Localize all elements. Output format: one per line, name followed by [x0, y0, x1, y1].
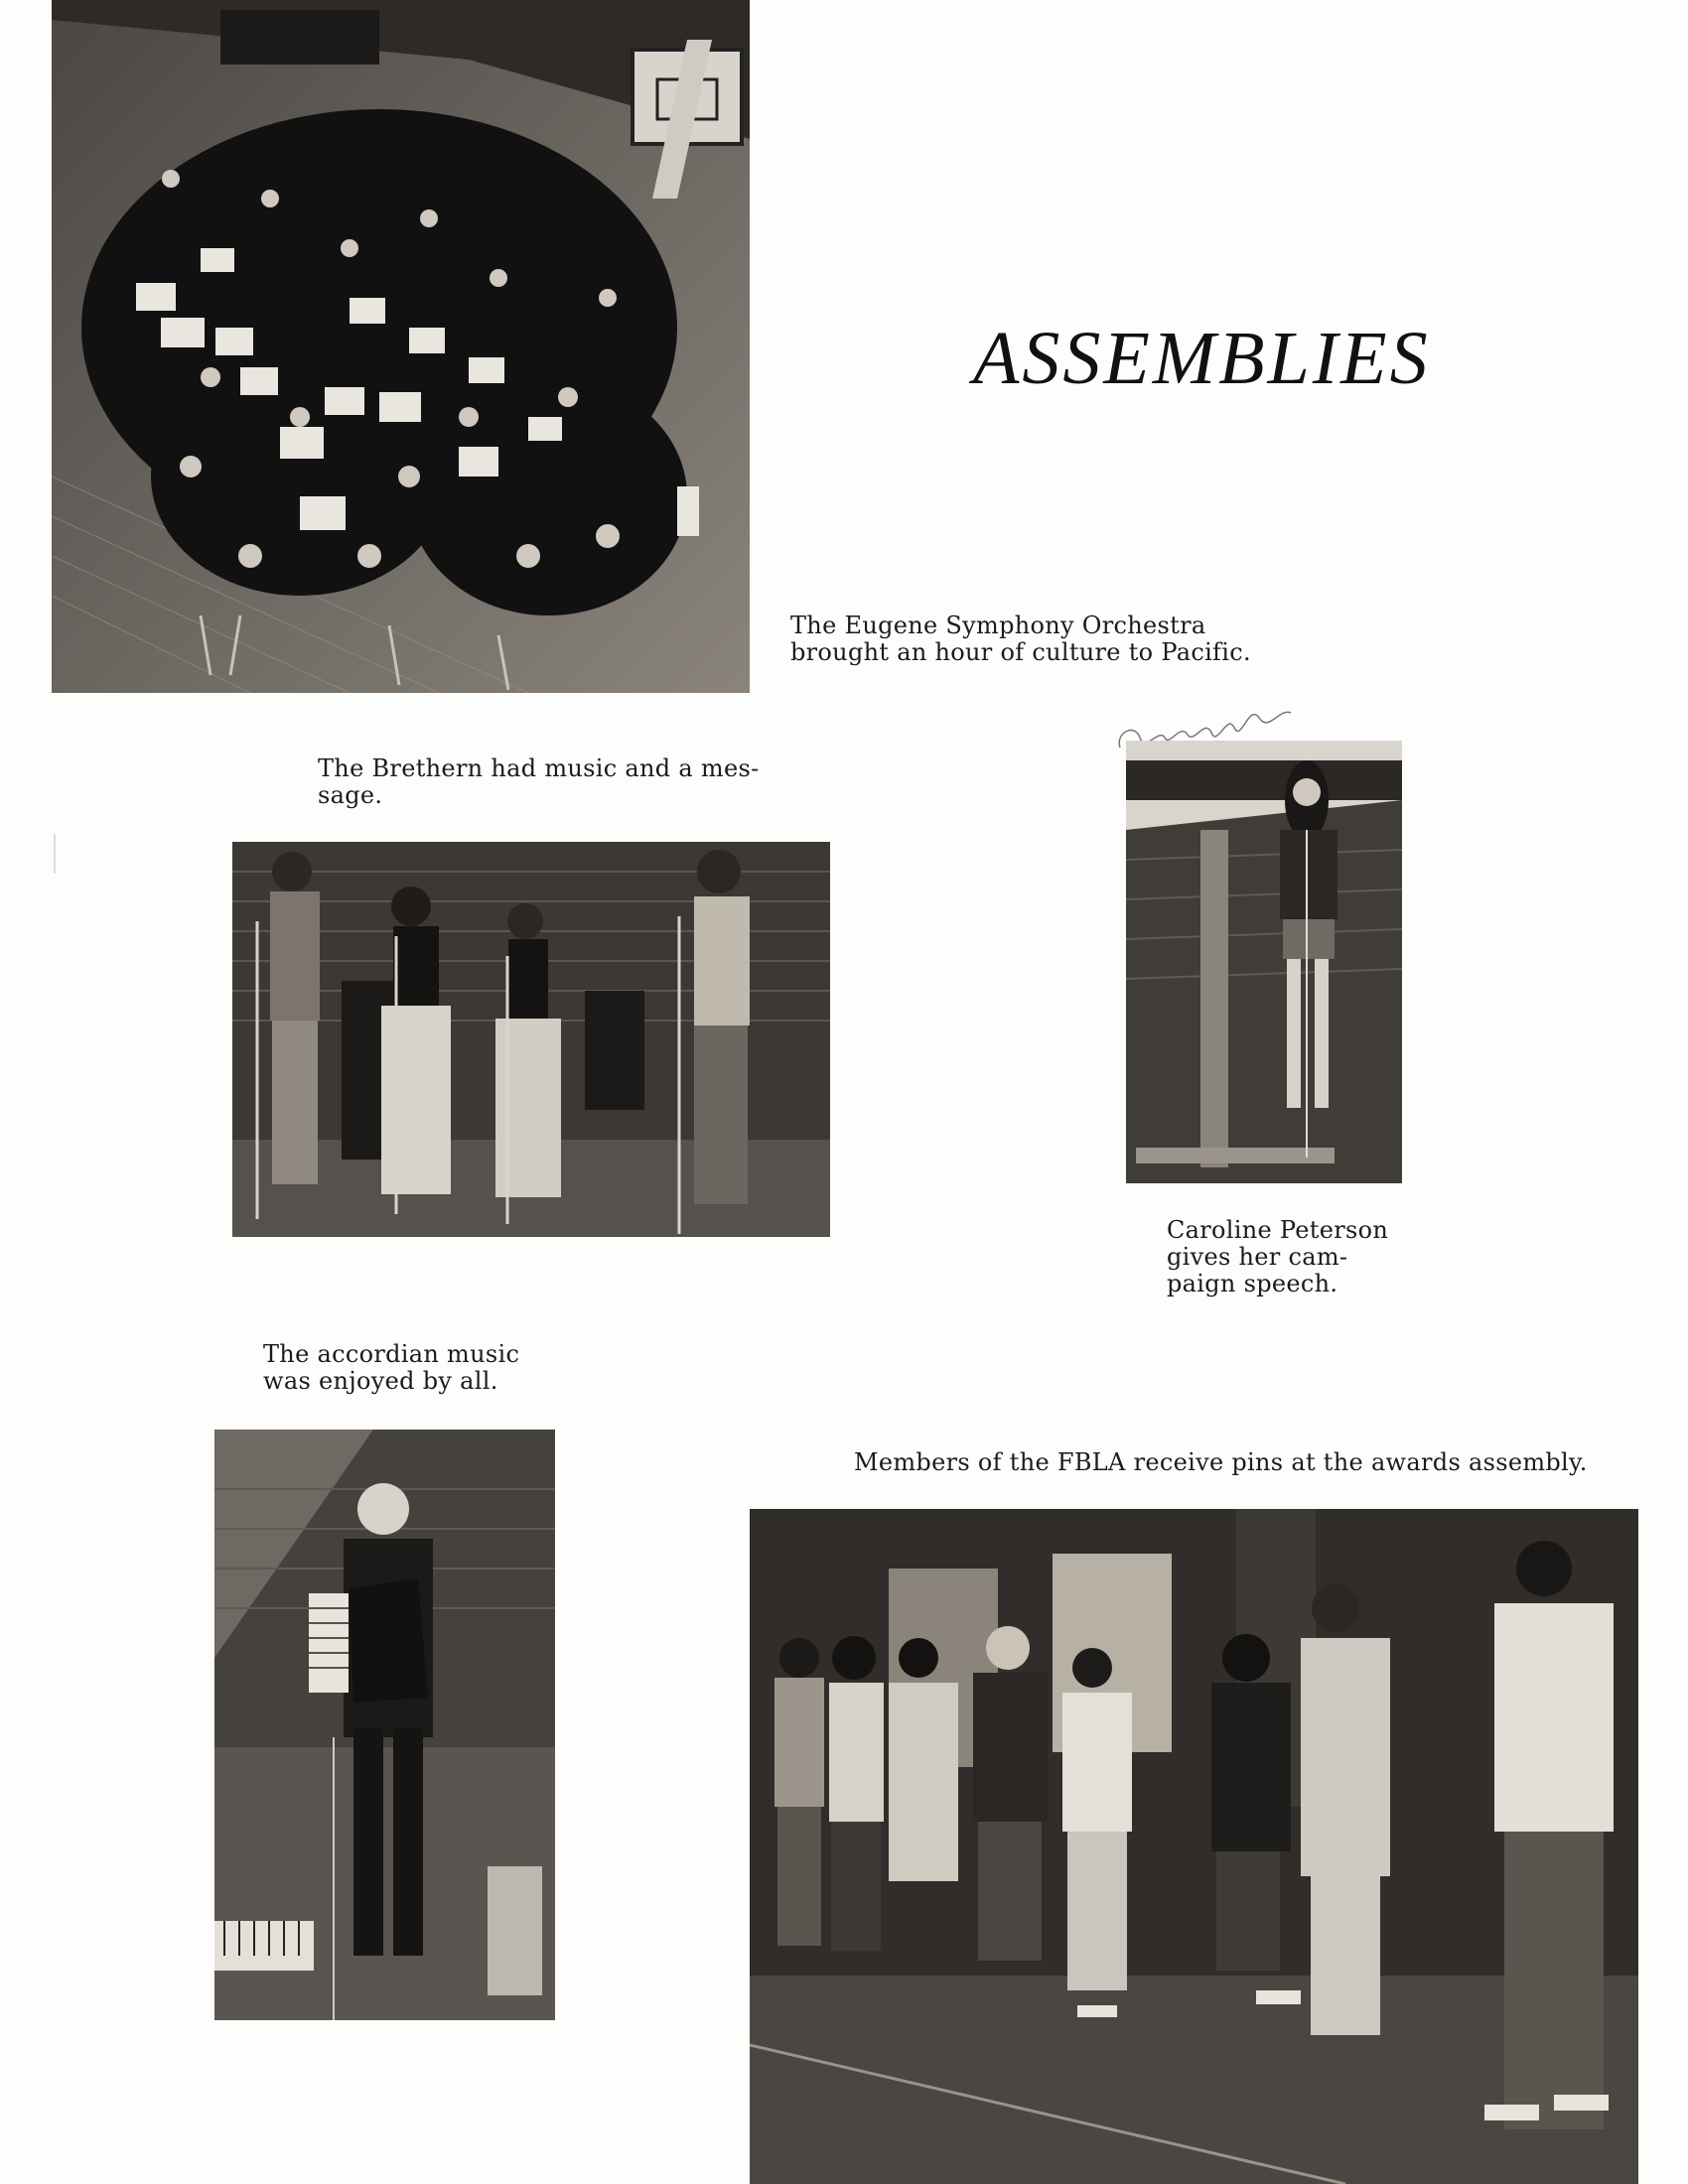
- margin-mark: [54, 834, 56, 874]
- brethern-band-photo: [232, 842, 830, 1237]
- brethern-caption: The Brethern had music and a mes- sage.: [318, 754, 760, 809]
- campaign-caption: Caroline Peterson gives her cam- paign speech.: [1167, 1216, 1389, 1297]
- orchestra-photo: [52, 0, 750, 693]
- campaign-speech-photo: [1126, 741, 1402, 1183]
- orchestra-caption: The Eugene Symphony Orchestra brought an hour of culture to Pacific.: [790, 612, 1251, 666]
- fbla-caption: Members of the FBLA receive pins at the awards assembly.: [854, 1448, 1588, 1476]
- page-title: ASSEMBLIES: [973, 317, 1431, 400]
- accordian-photo: [214, 1430, 555, 2020]
- fbla-awards-photo: [750, 1509, 1638, 2184]
- accordian-caption: The accordian music was enjoyed by all.: [263, 1340, 520, 1395]
